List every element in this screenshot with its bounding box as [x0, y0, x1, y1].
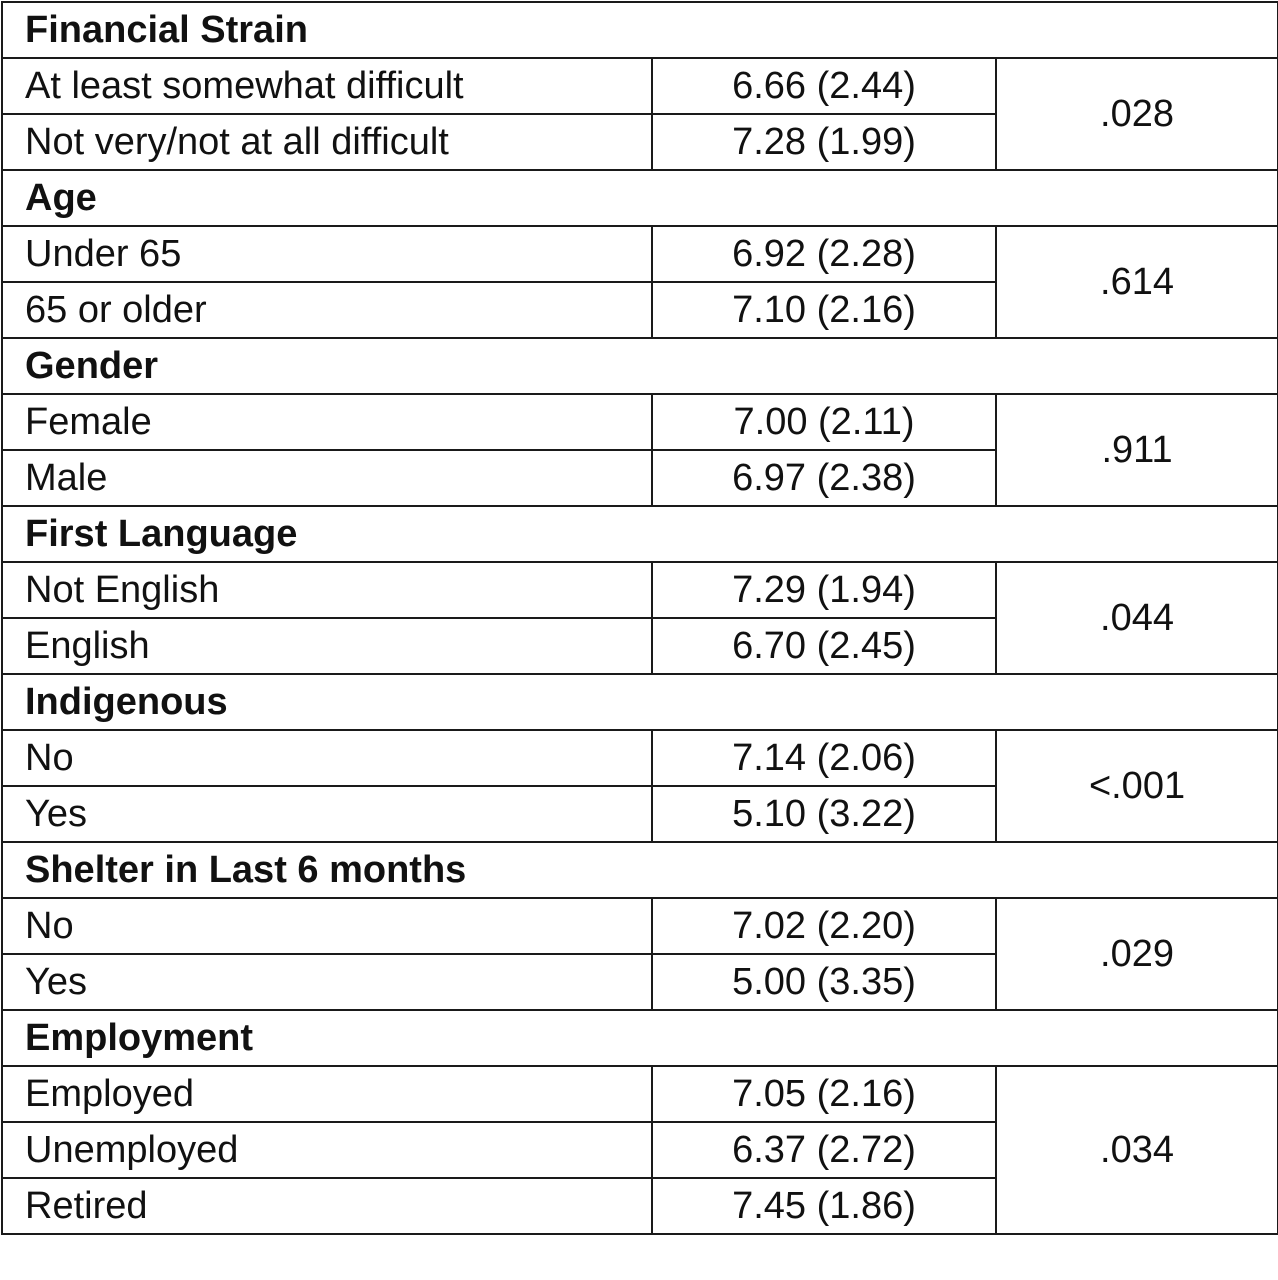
mean-sd-value: 6.66 (2.44) [652, 58, 996, 114]
group-title: Gender [2, 338, 1278, 394]
group-header-row [2, 674, 1278, 730]
group-header-row [2, 506, 1278, 562]
table-row [2, 58, 1278, 114]
mean-sd-value: 7.00 (2.11) [652, 394, 996, 450]
group-header-row [2, 170, 1278, 226]
mean-sd-value: 6.70 (2.45) [652, 618, 996, 674]
mean-sd-value: 7.14 (2.06) [652, 730, 996, 786]
table-row [2, 1066, 1278, 1122]
mean-sd-value: 6.37 (2.72) [652, 1122, 996, 1178]
table-row [2, 898, 1278, 954]
row-label: Unemployed [2, 1122, 652, 1178]
row-label: Male [2, 450, 652, 506]
mean-sd-value: 5.10 (3.22) [652, 786, 996, 842]
p-value: .028 [996, 58, 1278, 170]
row-label: Not English [2, 562, 652, 618]
row-label: 65 or older [2, 282, 652, 338]
mean-sd-value: 7.28 (1.99) [652, 114, 996, 170]
mean-sd-value: 7.10 (2.16) [652, 282, 996, 338]
p-value: .614 [996, 226, 1278, 338]
group-header-row [2, 1010, 1278, 1066]
row-label: Retired [2, 1178, 652, 1234]
group-header-row [2, 338, 1278, 394]
group-title: First Language [2, 506, 1278, 562]
table-row [2, 730, 1278, 786]
mean-sd-value: 6.97 (2.38) [652, 450, 996, 506]
row-label: Yes [2, 954, 652, 1010]
group-header-row [2, 842, 1278, 898]
table-row [2, 226, 1278, 282]
mean-sd-value: 6.92 (2.28) [652, 226, 996, 282]
row-label: No [2, 730, 652, 786]
row-label: Under 65 [2, 226, 652, 282]
group-title: Age [2, 170, 1278, 226]
p-value: .911 [996, 394, 1278, 506]
mean-sd-value: 7.05 (2.16) [652, 1066, 996, 1122]
group-title: Employment [2, 1010, 1278, 1066]
row-label: Female [2, 394, 652, 450]
table-row [2, 562, 1278, 618]
mean-sd-value: 5.00 (3.35) [652, 954, 996, 1010]
p-value: .034 [996, 1066, 1278, 1234]
p-value: .029 [996, 898, 1278, 1010]
row-label: No [2, 898, 652, 954]
mean-sd-value: 7.02 (2.20) [652, 898, 996, 954]
group-title: Financial Strain [2, 2, 1278, 58]
table-row [2, 394, 1278, 450]
row-label: At least somewhat difficult [2, 58, 652, 114]
p-value: .044 [996, 562, 1278, 674]
row-label: Yes [2, 786, 652, 842]
mean-sd-value: 7.29 (1.94) [652, 562, 996, 618]
group-title: Indigenous [2, 674, 1278, 730]
statistics-table [1, 1, 1278, 1235]
group-header-row [2, 2, 1278, 58]
table-body [2, 2, 1278, 1234]
row-label: English [2, 618, 652, 674]
row-label: Employed [2, 1066, 652, 1122]
p-value: <.001 [996, 730, 1278, 842]
mean-sd-value: 7.45 (1.86) [652, 1178, 996, 1234]
group-title: Shelter in Last 6 months [2, 842, 1278, 898]
row-label: Not very/not at all difficult [2, 114, 652, 170]
